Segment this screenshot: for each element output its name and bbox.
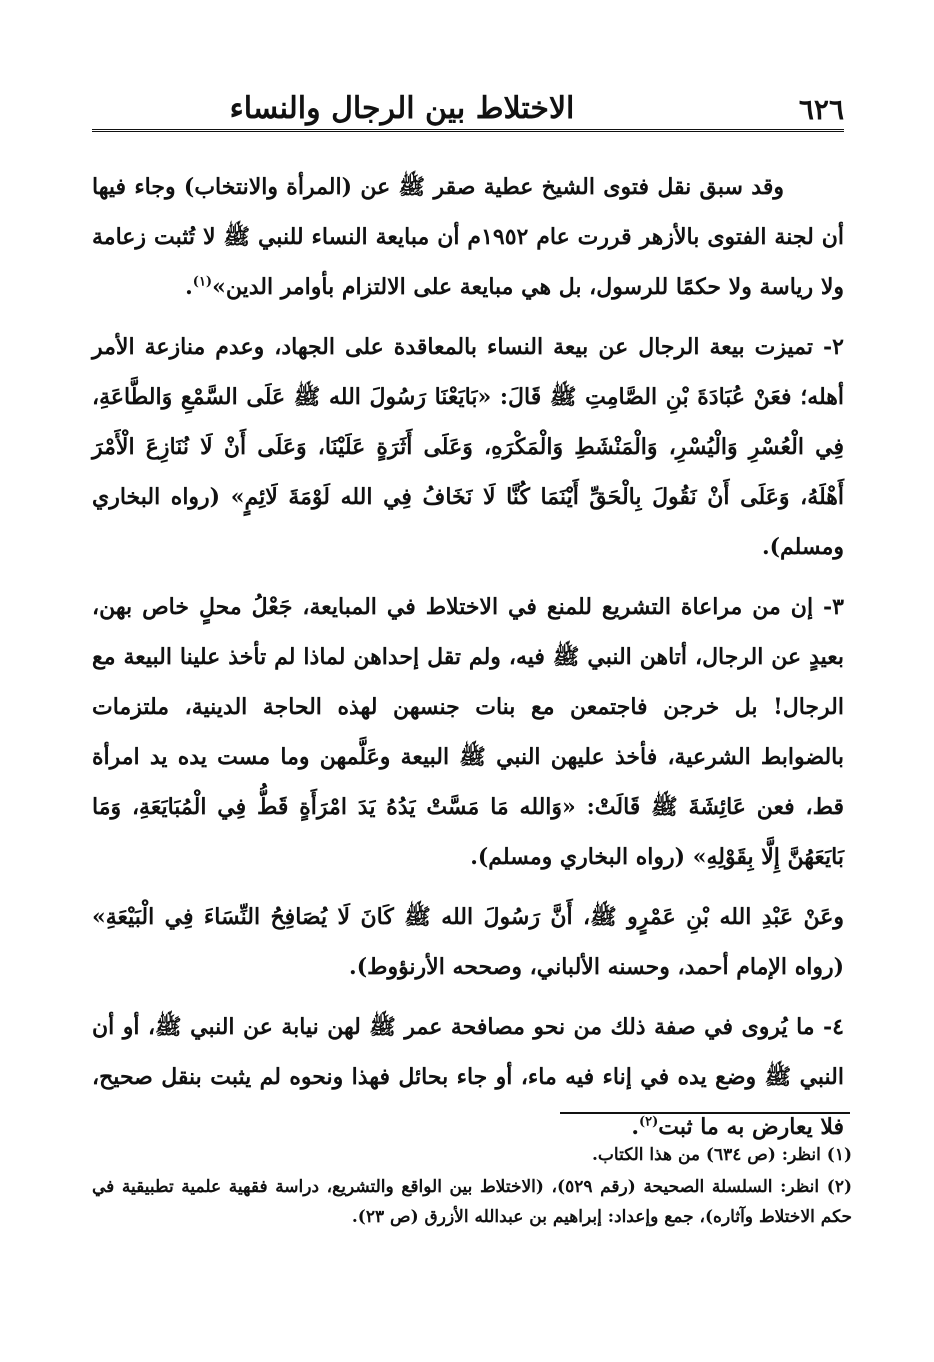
paragraph-3: ٣- إن من مراعاة التشريع للمنع في الاختلاط في المبايعة، جَعْلُ محلٍ خاص بهن، بعيدٍ عن الرجال، أتاهن النبي ﷺ فيه، ولم تقل إحداهن لماذا لم تأخذ علينا البيعة مع الرجال! بل خرجن فاجتمعن مع بنات جنسهن لهذه الحاجة الدينية، ملتزمات بالضوابط الشرعية، فأخذ عليهن النبي ﷺ البيعة وعَلَّمهن وما مست يده يد امرأة قط، فعن عَائِشَةَ ﷺ قَالَتْ: «وَالله مَا مَسَّتْ يَدُهُ يَدَ امْرَأَةٍ قَطُّ فِي الْمُبَايَعَةِ، وَمَا بَايَعَهُنَّ إِلَّا بِقَوْلِهِ» (رواه البخاري ومسلم). [92, 594, 844, 870]
paragraph-5-end: . [631, 1114, 639, 1140]
paragraph-1 [92, 162, 844, 312]
footnote-separator [560, 1112, 850, 1114]
footnote-ref-1: (١) [192, 274, 213, 290]
footnotes [92, 1140, 852, 1234]
page-number: ٦٢٦ [798, 93, 844, 126]
header-rule [92, 129, 844, 132]
paragraph-1-text: وقد سبق نقل فتوى الشيخ عطية صقر ﷺ عن (المرأة والانتخاب) وجاء فيها أن لجنة الفتوى بالأزهر قررت عام ١٩٥٢م أن مبايعة النساء للنبي ﷺ لا تُثبت زعامة ولا رياسة ولا حكمًا للرسول، بل هي مبايعة على الالتزام بأوامر الدين» [92, 174, 844, 300]
footnote-1: (١) انظر: (ص ٦٣٤) من هذا الكتاب. [591, 1145, 852, 1165]
footnote-2: (٢) انظر: السلسلة الصحيحة (رقم ٥٢٩)، (الاختلاط بين الواقع والتشريع، دراسة فقهية علمية تطبيقية في حكم الاختلاط وآثاره)، جمع وإعداد: إبراهيم بن عبدالله الأزرق (ص ٢٣). [92, 1177, 852, 1227]
paragraph-2: ٢- تميزت بيعة الرجال عن بيعة النساء بالمعاقدة على الجهاد، وعدم منازعة الأمر أهله؛ فعَنْ عُبَادَةَ بْنِ الصَّامِتِ ﷺ قَالَ: «بَايَعْنَا رَسُولَ الله ﷺ عَلَى السَّمْعِ وَالطَّاعَةِ، فِي الْعُسْرِ وَالْيُسْرِ، وَالْمَنْشَطِ وَالْمَكْرَهِ، وَعَلَى أَثَرَةٍ عَلَيْنَا، وَعَلَى أَنْ لَا نُنَازِعَ الْأَمْرَ أَهْلَهُ، وَعَلَى أَنْ نَقُولَ بِالْحَقِّ أَيْنَمَا كُنَّا لَا نَخَافُ فِي الله لَوْمَةَ لَائِمٍ» (رواه البخاري ومسلم). [92, 334, 844, 560]
paragraph-5 [92, 1002, 844, 1152]
paragraph-5-text: ٤- ما يُروى في صفة ذلك من نحو مصافحة عمر ﷺ لهن نيابة عن النبي ﷺ، أو أن النبي ﷺ وضع يده في إناء فيه ماء، أو جاء بحائل فهذا ونحوه لم يثبت بنقل صحيح، فلا يعارض به ما ثبت [92, 1014, 844, 1140]
paragraph-1-end: . [185, 274, 193, 300]
paragraph-4: وعَنْ عَبْدِ الله بْنِ عَمْرٍو ﷺ، أَنَّ رَسُولَ الله ﷺ كَانَ لَا يُصَافِحُ النِّسَاءَ فِي الْبَيْعَةِ» (رواه الإمام أحمد، وحسنه الألباني، وصححه الأرنؤوط). [92, 904, 844, 980]
main-text [92, 162, 844, 1162]
running-title: الاختلاط بين الرجال والنساء [229, 91, 575, 126]
footnote-ref-2: (٢) [638, 1114, 659, 1130]
running-header [92, 70, 844, 132]
